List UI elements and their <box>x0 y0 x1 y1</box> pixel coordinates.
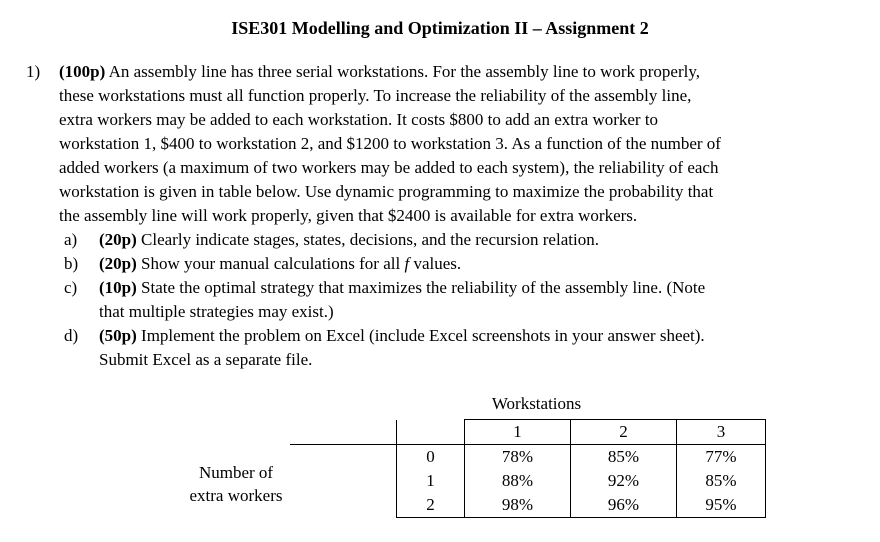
empty-cell <box>290 445 397 470</box>
reliability-cell: 92% <box>571 469 677 493</box>
part-d <box>34 324 834 372</box>
reliability-table <box>290 419 766 518</box>
part-a <box>34 228 834 252</box>
empty-cell <box>397 420 465 445</box>
reliability-cell: 78% <box>465 445 571 470</box>
part-text-after: values. <box>413 254 462 273</box>
part-label: b) <box>64 254 79 273</box>
column-header: 1 <box>465 420 571 445</box>
page-title: ISE301 Modelling and Optimization II – Assignment 2 <box>231 18 649 38</box>
workers-count: 1 <box>397 469 465 493</box>
question-line: workstation is given in table below. Use dynamic programming to maximize the probability that <box>59 182 714 201</box>
question-line: the assembly line will work properly, given that $2400 is available for extra workers. <box>59 206 638 225</box>
question-1 <box>26 60 834 372</box>
column-header: 2 <box>571 420 677 445</box>
reliability-cell: 88% <box>465 469 571 493</box>
question-line <box>59 60 834 84</box>
row-axis-label <box>176 461 296 507</box>
row-label-line: extra workers <box>189 486 283 505</box>
question-line: workstation 1, $400 to workstation 2, and $1200 to workstation 3. As a function of the number of <box>59 134 721 153</box>
question-line: added workers (a maximum of two workers may be added to each system), the reliability of each <box>59 158 719 177</box>
question-points: (100p) <box>59 62 106 81</box>
reliability-cell: 85% <box>677 469 766 493</box>
part-text: Implement the problem on Excel (include Excel screenshots in your answer sheet). <box>141 326 705 345</box>
reliability-cell: 98% <box>465 493 571 518</box>
part-points: (20p) <box>99 230 137 249</box>
part-points: (20p) <box>99 254 137 273</box>
part-points: (50p) <box>99 326 137 345</box>
part-text-continued: that multiple strategies may exist.) <box>99 302 334 321</box>
part-points: (10p) <box>99 278 137 297</box>
empty-cell <box>290 469 397 493</box>
question-body <box>59 60 834 228</box>
empty-cell <box>290 420 397 445</box>
question-text: An assembly line has three serial workstations. For the assembly line to work properly, <box>108 62 701 81</box>
part-label: a) <box>64 230 78 249</box>
part-label: c) <box>64 278 78 297</box>
column-header: 3 <box>677 420 766 445</box>
part-c <box>34 276 834 324</box>
part-text-continued: Submit Excel as a separate file. <box>99 350 313 369</box>
reliability-cell: 95% <box>677 493 766 518</box>
part-text: State the optimal strategy that maximizes the reliability of the assembly line. (Note <box>141 278 706 297</box>
question-number: 1) <box>26 62 41 81</box>
table-row <box>290 445 766 470</box>
table-header-row <box>290 420 766 445</box>
question-line: these workstations must all function properly. To increase the reliability of the assembly line, <box>59 86 692 105</box>
table-row <box>290 493 766 518</box>
table-row <box>290 469 766 493</box>
part-label: d) <box>64 326 79 345</box>
part-text: Clearly indicate stages, states, decisions, and the recursion relation. <box>141 230 599 249</box>
workers-count: 2 <box>397 493 465 518</box>
f-symbol: f <box>404 254 410 273</box>
row-label-line: Number of <box>198 463 274 482</box>
workstations-header: Workstations <box>491 394 582 413</box>
empty-cell <box>290 493 397 518</box>
reliability-cell: 96% <box>571 493 677 518</box>
part-b <box>34 252 834 276</box>
reliability-cell: 77% <box>677 445 766 470</box>
reliability-cell: 85% <box>571 445 677 470</box>
question-line: extra workers may be added to each workstation. It costs $800 to add an extra worker to <box>59 110 659 129</box>
workers-count: 0 <box>397 445 465 470</box>
part-text: Show your manual calculations for all <box>141 254 401 273</box>
